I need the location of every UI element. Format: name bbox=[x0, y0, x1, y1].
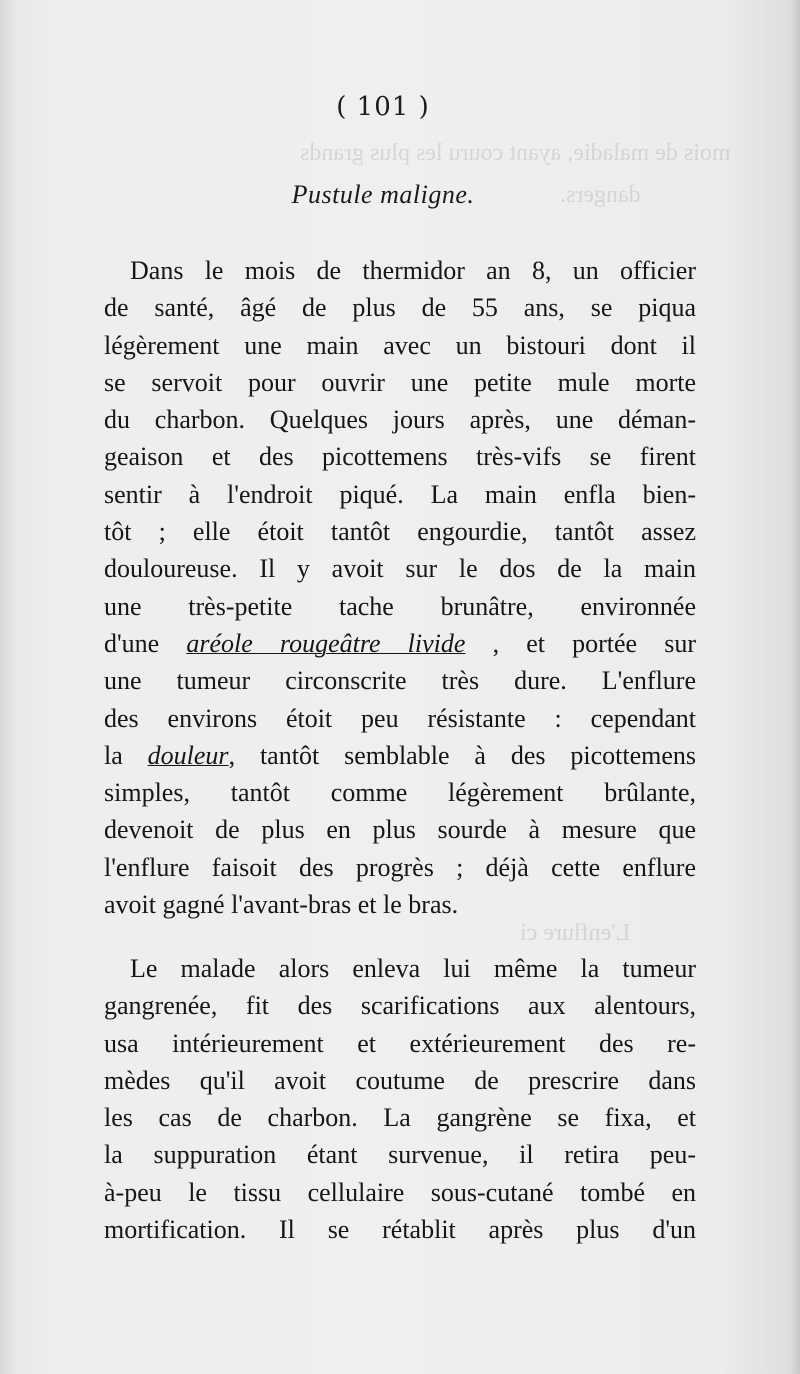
text-line: gangrenée, fit des scarifications aux alentours, bbox=[104, 991, 696, 1021]
text-run: , et portée sur bbox=[492, 628, 696, 658]
text-line: Dans le mois de thermidor an 8, un officier bbox=[130, 256, 696, 285]
text-line: tôt ; elle étoit tantôt engourdie, tantôt assez bbox=[104, 517, 696, 547]
page-number: ( 101 ) bbox=[336, 92, 430, 122]
text-line: geaison et des picottemens très-vifs se firent bbox=[104, 442, 696, 472]
text-line: simples, tantôt comme légèrement brûlante, bbox=[104, 778, 696, 808]
text-run: la bbox=[104, 740, 123, 770]
text-line: usa intérieurement et extérieurement des re- bbox=[104, 1028, 696, 1058]
text-line: du charbon. Quelques jours après, une déman- bbox=[104, 405, 696, 435]
text-line: une très-petite tache brunâtre, environnée bbox=[104, 591, 696, 621]
emphasis-aréole: aréole rougeâtre livide bbox=[186, 628, 466, 658]
paragraph-2 bbox=[104, 950, 696, 1248]
text-run: , tantôt semblable à des picottemens bbox=[228, 740, 697, 770]
text-line: les cas de charbon. La gangrène se fixa, et bbox=[104, 1103, 696, 1133]
text-line: Le malade alors enleva lui même la tumeur bbox=[130, 954, 696, 983]
text-line: une tumeur circonscrite très dure. L'enflure bbox=[104, 666, 696, 696]
text-line: avoit gagné l'avant-bras et le bras. bbox=[104, 890, 459, 920]
section-title: Pustule maligne. bbox=[291, 180, 475, 209]
text-line: à-peu le tissu cellulaire sous-cutané tombé en bbox=[104, 1177, 696, 1207]
text-line: douloureuse. Il y avoit sur le dos de la main bbox=[104, 554, 696, 584]
text-line: la suppuration étant survenue, il retira peu- bbox=[104, 1140, 696, 1170]
text-line: de santé, âgé de plus de 55 ans, se piqua bbox=[104, 293, 696, 323]
text-line: mèdes qu'il avoit coutume de prescrire dans bbox=[104, 1065, 696, 1095]
text-line: l'enflure faisoit des progrès ; déjà cette enflure bbox=[104, 852, 696, 882]
text-line: se servoit pour ouvrir une petite mule morte bbox=[104, 367, 696, 397]
text-line: devenoit de plus en plus sourde à mesure que bbox=[104, 815, 696, 845]
paragraph-1 bbox=[104, 252, 696, 923]
text-line-mixed bbox=[104, 625, 696, 662]
text-line: des environs étoit peu résistante : cependant bbox=[104, 703, 696, 733]
text-line: sentir à l'endroit piqué. La main enfla bien- bbox=[104, 479, 696, 509]
emphasis-douleur: douleur bbox=[147, 740, 229, 770]
text-line: légèrement une main avec un bistouri dont il bbox=[104, 330, 696, 360]
text-line-mixed bbox=[104, 737, 696, 774]
show-through-text: L'enflure ci bbox=[520, 920, 631, 946]
text-run: d'une bbox=[104, 628, 160, 658]
show-through-text: mois de maladie, ayant couru les plus grands bbox=[300, 140, 731, 166]
text-line: mortification. Il se rétablit après plus d'un bbox=[104, 1215, 696, 1245]
show-through-text: dangers. bbox=[560, 182, 641, 208]
